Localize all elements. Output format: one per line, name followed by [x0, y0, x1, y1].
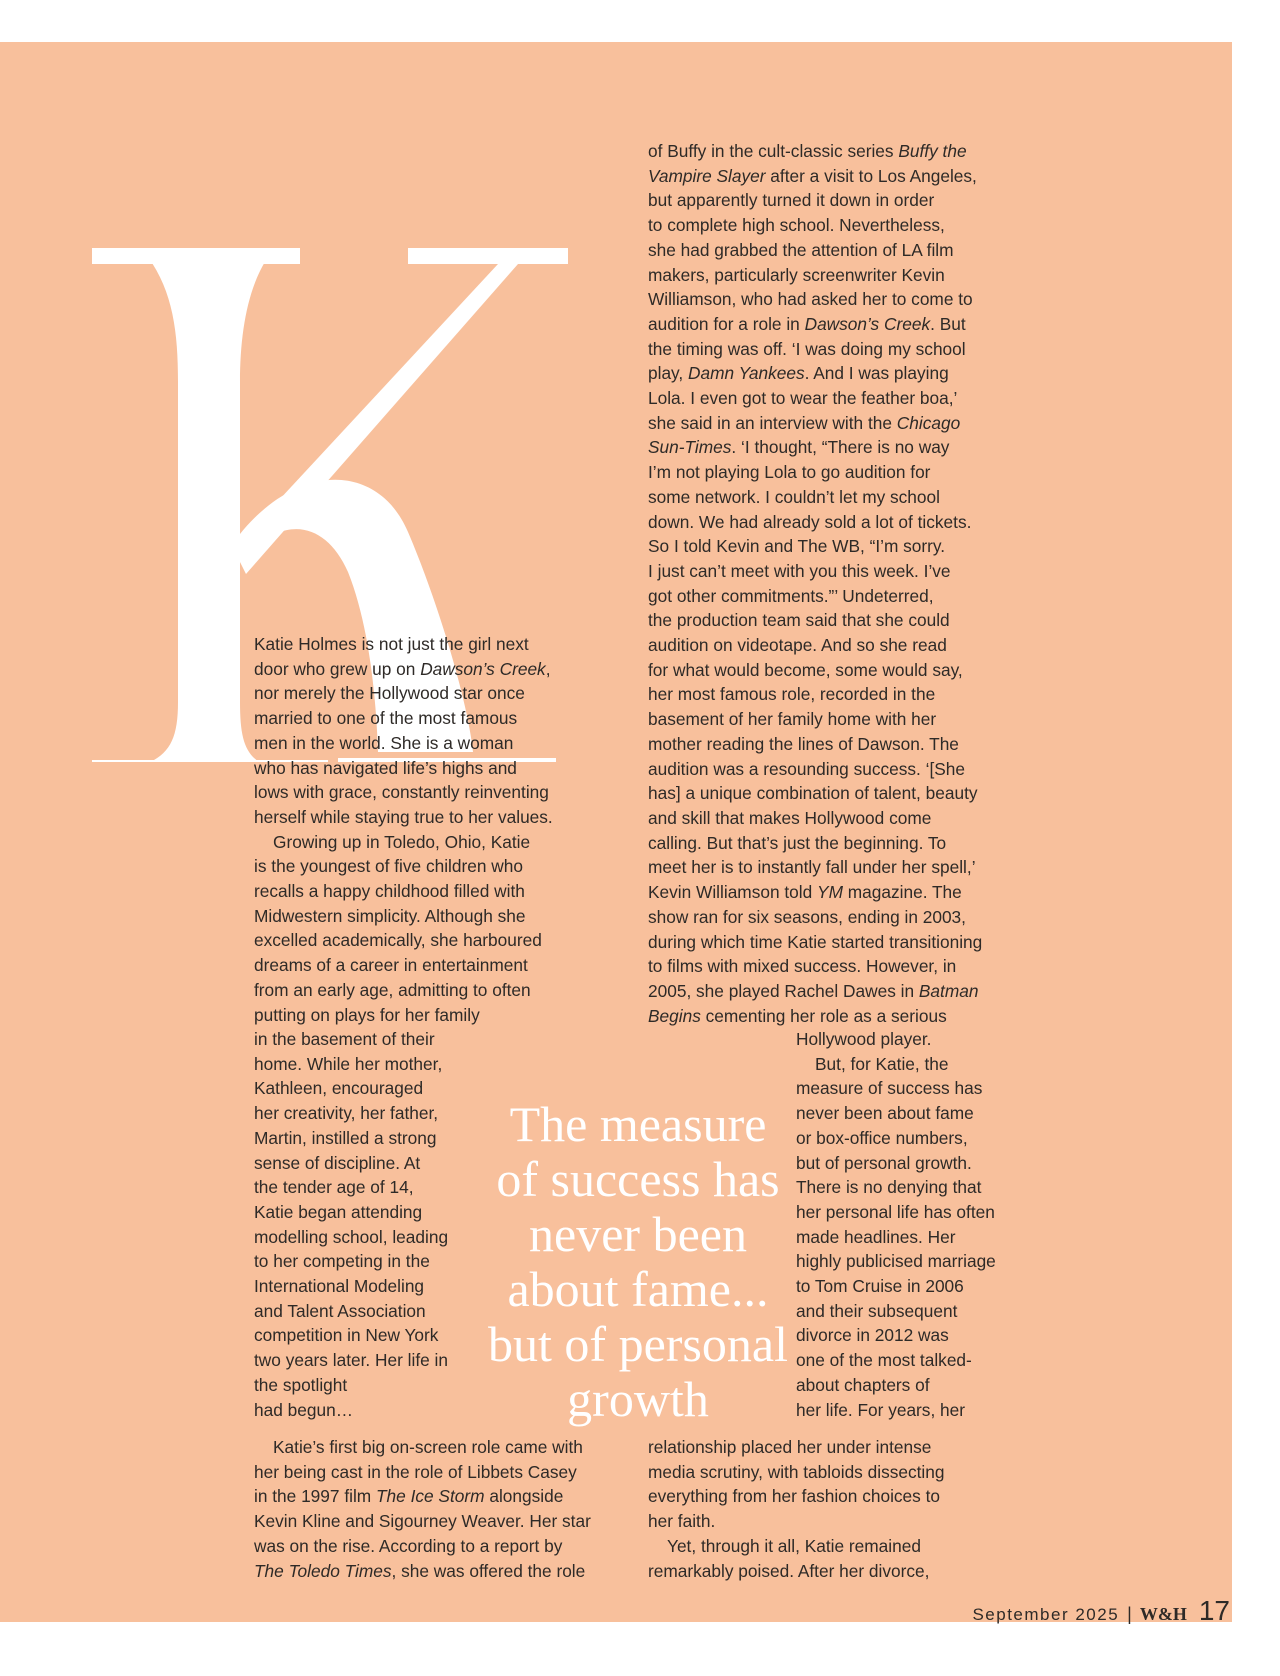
pull-quote-line: The measure [509, 1096, 767, 1152]
text-line: audition was a resounding success. ‘[She [648, 758, 966, 779]
text-line: the timing was off. ‘I was doing my school [648, 338, 966, 359]
text-line: the spotlight [254, 1374, 348, 1395]
text-line: play, Damn Yankees. And I was playing [648, 363, 949, 384]
text-line: Katie’s first big on-screen role came with [273, 1437, 583, 1457]
text-line: relationship placed her under intense [648, 1437, 932, 1457]
text-line: So I told Kevin and The WB, “I’m sorry. [648, 536, 946, 557]
text-line: Growing up in Toledo, Ohio, Katie [273, 831, 531, 852]
text-line: her creativity, her father, [254, 1103, 439, 1124]
text-line: audition for a role in Dawson’s Creek. But [648, 313, 966, 334]
pull-quote-line: never been [529, 1206, 747, 1262]
text-line: Hollywood player. [796, 1029, 932, 1049]
text-line: Vampire Slayer after a visit to Los Angeles, [648, 165, 977, 186]
pull-quote [478, 1097, 798, 1427]
text-line: lows with grace, constantly reinventing [254, 782, 549, 803]
text-line: Kevin Williamson told YM magazine. The [648, 882, 962, 903]
text-line: her faith. [648, 1511, 716, 1532]
text-line: herself while staying true to her values. [254, 806, 553, 827]
text-line: in the basement of their [254, 1029, 435, 1049]
text-line: dreams of a career in entertainment [254, 955, 528, 976]
text-line: of Buffy in the cult-classic series Buffy the [648, 141, 967, 161]
text-line: one of the most talked- [796, 1350, 972, 1371]
text-line: had begun… [254, 1399, 353, 1420]
page-footer [972, 1595, 1230, 1627]
text-line: Katie began attending [254, 1201, 423, 1222]
magazine-logo: W&H [1139, 1604, 1187, 1624]
text-line: makers, particularly screenwriter Kevin [648, 264, 945, 285]
text-line: men in the world. She is a woman [254, 732, 514, 753]
text-line: sense of discipline. At [254, 1152, 421, 1173]
text-line: media scrutiny, with tabloids dissecting [648, 1461, 945, 1482]
text-line: show ran for six seasons, ending in 2003, [648, 906, 966, 927]
text-line: International Modeling [254, 1276, 425, 1297]
text-line: audition on videotape. And so she read [648, 635, 947, 656]
pull-quote-line: about fame... [507, 1261, 769, 1317]
text-line: home. While her mother, [254, 1053, 443, 1074]
article-column-right-top [648, 139, 1018, 1028]
article-column-right-mid [796, 1027, 1026, 1422]
issue-date: September 2025 [972, 1605, 1120, 1624]
text-line: is the youngest of five children who [254, 856, 523, 877]
text-line: but of personal growth. [796, 1152, 972, 1173]
text-line: she said in an interview with the Chicago [648, 412, 961, 433]
text-line: her most famous role, recorded in the [648, 684, 936, 705]
text-line: was on the rise. According to a report by [254, 1535, 563, 1556]
text-line: Katie Holmes is not just the girl next [254, 634, 529, 654]
article-column-left-bottom [254, 1435, 614, 1583]
text-line: door who grew up on Dawson’s Creek, [254, 658, 551, 679]
text-line: Martin, instilled a strong [254, 1127, 437, 1148]
text-line: to films with mixed success. However, in [648, 956, 957, 977]
text-line: putting on plays for her family [254, 1004, 480, 1025]
text-line: who has navigated life’s highs and [254, 757, 517, 778]
text-line: I just can’t meet with you this week. I’ve [648, 560, 951, 581]
text-line: mother reading the lines of Dawson. The [648, 733, 959, 754]
text-line: competition in New York [254, 1325, 439, 1346]
dropcap-k-arm-serif [408, 248, 568, 264]
text-line: divorce in 2012 was [796, 1325, 949, 1346]
text-line: excelled academically, she harboured [254, 930, 542, 951]
article-column-left-mid [254, 1027, 484, 1422]
dropcap-k-stem [138, 257, 268, 762]
text-line: Lola. I even got to wear the feather boa,’ [648, 388, 958, 409]
pull-quote-line: but of personal [488, 1316, 788, 1372]
text-line: Kevin Kline and Sigourney Weaver. Her star [254, 1511, 591, 1532]
text-line: from an early age, admitting to often [254, 979, 531, 1000]
text-line: measure of success has [796, 1078, 983, 1099]
text-line: married to one of the most famous [254, 708, 518, 729]
text-line: and skill that makes Hollywood come [648, 807, 932, 828]
footer-separator: | [1127, 1604, 1132, 1624]
text-line: There is no denying that [796, 1177, 982, 1198]
text-line: about chapters of [796, 1374, 930, 1395]
text-line: but apparently turned it down in order [648, 190, 935, 211]
text-line: some network. I couldn’t let my school [648, 486, 940, 507]
text-line: I’m not playing Lola to go audition for [648, 462, 931, 483]
text-line: or box-office numbers, [796, 1127, 968, 1148]
text-line: remarkably poised. After her divorce, [648, 1560, 930, 1581]
text-line: basement of her family home with her [648, 709, 937, 730]
text-line: Midwestern simplicity. Although she [254, 905, 526, 926]
text-line: recalls a happy childhood filled with [254, 881, 525, 902]
text-line: everything from her fashion choices to [648, 1486, 941, 1507]
text-line: her personal life has often [796, 1201, 995, 1222]
text-line: her being cast in the role of Libbets Casey [254, 1461, 577, 1482]
text-line: to complete high school. Nevertheless, [648, 215, 945, 236]
text-line: to her competing in the [254, 1251, 430, 1272]
text-line: The Toledo Times, she was offered the role [254, 1560, 586, 1581]
text-line: Yet, through it all, Katie remained [667, 1535, 921, 1556]
text-line: to Tom Cruise in 2006 [796, 1276, 964, 1297]
pull-quote-line: of success has [496, 1151, 780, 1207]
text-line: and Talent Association [254, 1300, 426, 1321]
text-line: the production team said that she could [648, 610, 950, 631]
text-line: Kathleen, encouraged [254, 1078, 424, 1099]
text-line: got other commitments.”’ Undeterred, [648, 585, 934, 606]
text-line: modelling school, leading [254, 1226, 449, 1247]
text-line: down. We had already sold a lot of tickets. [648, 511, 972, 532]
text-line: 2005, she played Rachel Dawes in Batman [648, 980, 979, 1001]
text-line: for what would become, some would say, [648, 659, 963, 680]
text-line: in the 1997 film The Ice Storm alongside [254, 1486, 564, 1507]
text-line: the tender age of 14, [254, 1177, 414, 1198]
text-line: has] a unique combination of talent, beauty [648, 783, 978, 804]
text-line: calling. But that’s just the beginning. To [648, 832, 947, 853]
text-line: during which time Katie started transitioning [648, 931, 983, 952]
text-line: and their subsequent [796, 1300, 958, 1321]
text-line: she had grabbed the attention of LA film [648, 239, 954, 260]
text-line: Williamson, who had asked her to come to [648, 289, 973, 310]
text-line: Sun-Times. ‘I thought, “There is no way [648, 437, 950, 458]
text-line: made headlines. Her [796, 1226, 956, 1247]
magazine-page [0, 42, 1232, 1622]
text-line: nor merely the Hollywood star once [254, 683, 525, 704]
pull-quote-line: growth [567, 1371, 709, 1427]
text-line: her life. For years, her [796, 1399, 966, 1420]
text-line: highly publicised marriage [796, 1251, 996, 1272]
text-line: two years later. Her life in [254, 1350, 449, 1371]
article-column-right-bottom [648, 1435, 1018, 1583]
text-line: meet her is to instantly fall under her spell,’ [648, 857, 976, 878]
text-line: never been about fame [796, 1103, 974, 1124]
text-line: But, for Katie, the [815, 1053, 949, 1074]
page-number: 17 [1198, 1595, 1230, 1626]
text-line: Begins cementing her role as a serious [648, 1005, 947, 1026]
article-column-left-top [254, 632, 594, 1027]
